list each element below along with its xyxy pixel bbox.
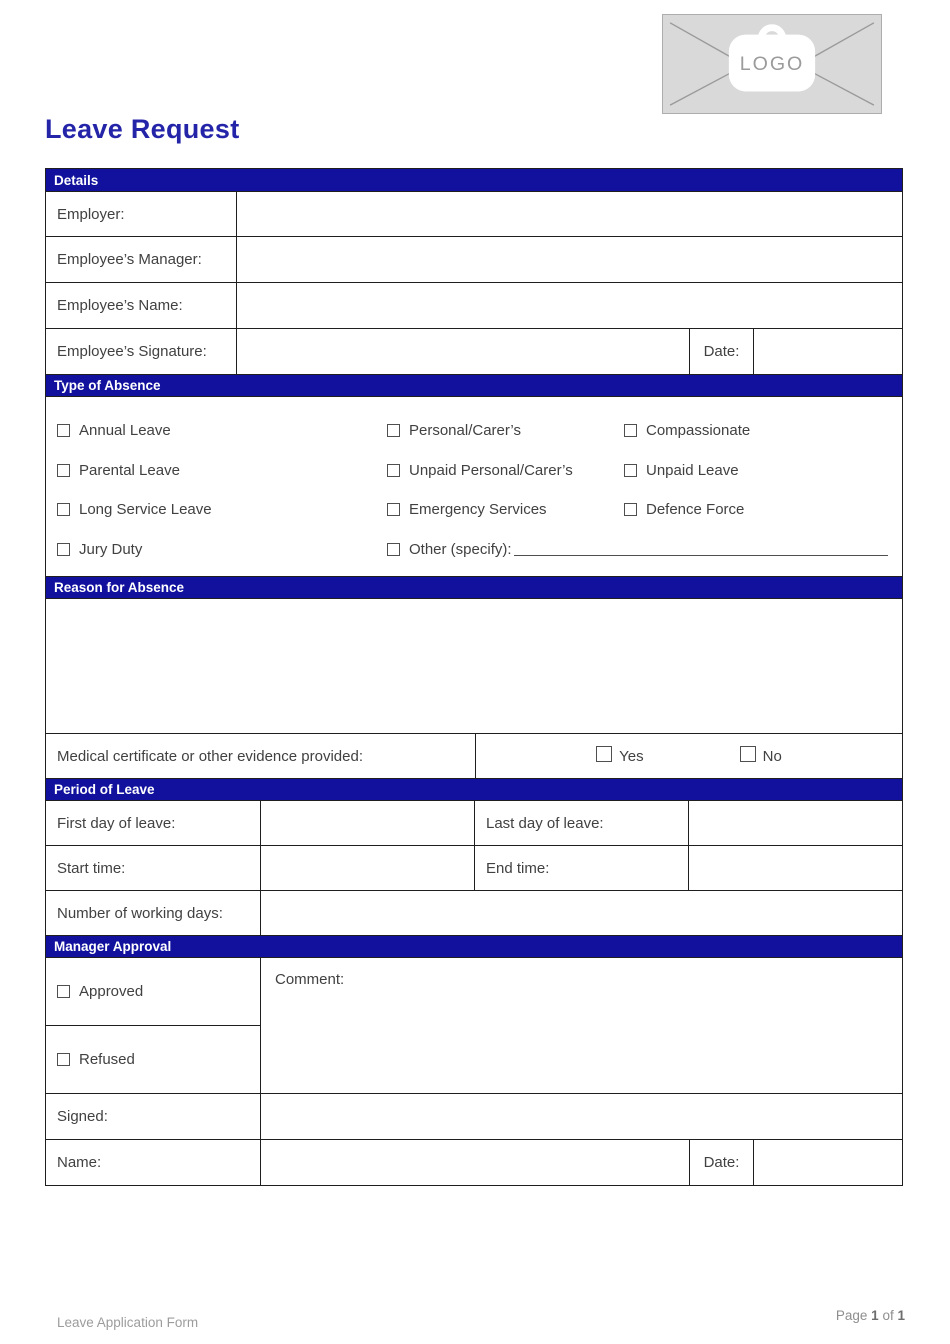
approved-label: Approved [79, 982, 144, 1000]
checkbox-icon[interactable] [624, 503, 637, 516]
absence-option-label: Personal/Carer’s [409, 422, 521, 440]
approver-name-label: Name: [57, 1154, 102, 1171]
reason-for-absence-value-cell[interactable] [46, 599, 902, 733]
first-day-value-cell[interactable] [260, 801, 474, 845]
last-day-label: Last day of leave: [474, 801, 688, 845]
other-specify-line[interactable] [514, 542, 888, 556]
approval-options-column [46, 958, 260, 1093]
no-label: No [762, 747, 782, 765]
absence-option-label: Long Service Leave [79, 501, 212, 519]
approved-option[interactable] [46, 958, 260, 1026]
employee-manager-label: Employee’s Manager: [57, 251, 202, 268]
absence-row-2 [57, 451, 888, 491]
page-title: Leave Request [45, 114, 240, 144]
absence-option-emergency-services[interactable] [387, 501, 624, 518]
working-days-label: Number of working days: [57, 904, 223, 922]
signature-date-value-cell[interactable] [753, 329, 902, 374]
last-day-value-cell[interactable] [688, 801, 902, 845]
section-header-reason-for-absence: Reason for Absence [46, 576, 902, 598]
employee-name-row [46, 282, 902, 328]
footer-of-word: of [882, 1308, 894, 1323]
footer-page-number: 1 [871, 1308, 879, 1323]
absence-option-long-service-leave[interactable] [57, 501, 387, 518]
medical-certificate-label: Medical certificate or other evidence provided: [57, 747, 363, 765]
absence-row-1 [57, 411, 888, 451]
absence-option-label: Defence Force [646, 501, 745, 519]
refused-label: Refused [79, 1050, 135, 1068]
section-header-type-of-absence: Type of Absence [46, 374, 902, 396]
signed-row [46, 1093, 902, 1139]
company-logo-placeholder [662, 14, 882, 114]
logo-placeholder-icon [663, 15, 881, 113]
employee-signature-value-cell[interactable] [236, 329, 689, 374]
absence-option-compassionate[interactable] [624, 422, 888, 439]
checkbox-icon[interactable] [624, 464, 637, 477]
comment-cell[interactable] [260, 958, 902, 1093]
footer-document-name: Leave Application Form [57, 1315, 199, 1330]
absence-row-3 [57, 490, 888, 530]
leave-request-form [45, 168, 903, 1186]
footer-total-pages: 1 [897, 1308, 905, 1323]
absence-option-label: Parental Leave [79, 461, 180, 479]
end-time-label: End time: [474, 846, 688, 890]
footer-page-indicator [836, 1308, 905, 1323]
approver-name-row [46, 1139, 902, 1185]
times-row [46, 845, 902, 890]
checkbox-icon[interactable] [57, 424, 70, 437]
absence-option-label: Jury Duty [79, 540, 143, 558]
section-header-manager-approval: Manager Approval [46, 935, 902, 957]
working-days-row [46, 890, 902, 935]
employer-value-cell[interactable] [236, 192, 902, 236]
checkbox-icon[interactable] [596, 746, 612, 762]
absence-row-4 [57, 530, 888, 570]
absence-option-label: Emergency Services [409, 501, 547, 519]
absence-option-personal-carers[interactable] [387, 422, 624, 439]
checkbox-icon[interactable] [57, 1053, 70, 1066]
absence-option-label: Annual Leave [79, 422, 171, 440]
comment-label: Comment: [275, 971, 345, 988]
absence-option-unpaid-personal-carers[interactable] [387, 462, 624, 479]
absence-option-defence-force[interactable] [624, 501, 888, 518]
signed-label: Signed: [57, 1108, 108, 1125]
signed-value-cell[interactable] [260, 1094, 902, 1139]
medical-yes-option[interactable] [596, 748, 643, 765]
signature-row [46, 328, 902, 374]
checkbox-icon[interactable] [57, 503, 70, 516]
absence-option-label: Unpaid Leave [646, 461, 739, 479]
leave-days-row [46, 800, 902, 845]
employee-manager-value-cell[interactable] [236, 237, 902, 282]
checkbox-icon[interactable] [624, 424, 637, 437]
footer-page-word: Page [835, 1308, 868, 1323]
checkbox-icon[interactable] [387, 464, 400, 477]
approval-date-label: Date: [689, 1140, 753, 1185]
medical-certificate-row [46, 733, 902, 778]
absence-option-annual-leave[interactable] [57, 422, 387, 439]
checkbox-icon[interactable] [57, 464, 70, 477]
employee-signature-label: Employee’s Signature: [57, 343, 207, 360]
employee-name-value-cell[interactable] [236, 283, 902, 328]
absence-option-jury-duty[interactable] [57, 541, 387, 558]
section-header-period-of-leave: Period of Leave [46, 778, 902, 800]
employer-label: Employer: [57, 205, 125, 223]
checkbox-icon[interactable] [387, 424, 400, 437]
checkbox-icon[interactable] [740, 746, 756, 762]
medical-no-option[interactable] [740, 748, 782, 765]
absence-option-label: Unpaid Personal/Carer’s [409, 461, 573, 479]
working-days-value-cell[interactable] [260, 891, 902, 935]
approval-date-value-cell[interactable] [753, 1140, 902, 1185]
type-of-absence-body [46, 396, 902, 576]
medical-certificate-answer-cell [475, 734, 902, 778]
end-time-value-cell[interactable] [688, 846, 902, 890]
manager-row [46, 236, 902, 282]
absence-option-label: Compassionate [646, 422, 751, 440]
checkbox-icon[interactable] [387, 503, 400, 516]
start-time-value-cell[interactable] [260, 846, 474, 890]
absence-option-other-specify[interactable] [387, 541, 512, 558]
logo-text: LOGO [739, 52, 805, 75]
refused-option[interactable] [46, 1026, 260, 1094]
absence-option-unpaid-leave[interactable] [624, 462, 888, 479]
section-header-details: Details [46, 169, 902, 191]
checkbox-icon[interactable] [57, 543, 70, 556]
employer-row [46, 191, 902, 236]
signature-date-label: Date: [689, 329, 753, 374]
yes-label: Yes [619, 747, 644, 765]
absence-option-parental-leave[interactable] [57, 462, 387, 479]
absence-option-label: Other (specify): [409, 540, 512, 558]
first-day-label: First day of leave: [57, 814, 176, 832]
checkbox-icon[interactable] [57, 985, 70, 998]
approver-name-value-cell[interactable] [260, 1140, 689, 1185]
checkbox-icon[interactable] [387, 543, 400, 556]
reason-for-absence-row [46, 598, 902, 733]
approval-decision-row [46, 957, 902, 1093]
employee-name-label: Employee’s Name: [57, 297, 183, 314]
start-time-label: Start time: [57, 859, 126, 877]
